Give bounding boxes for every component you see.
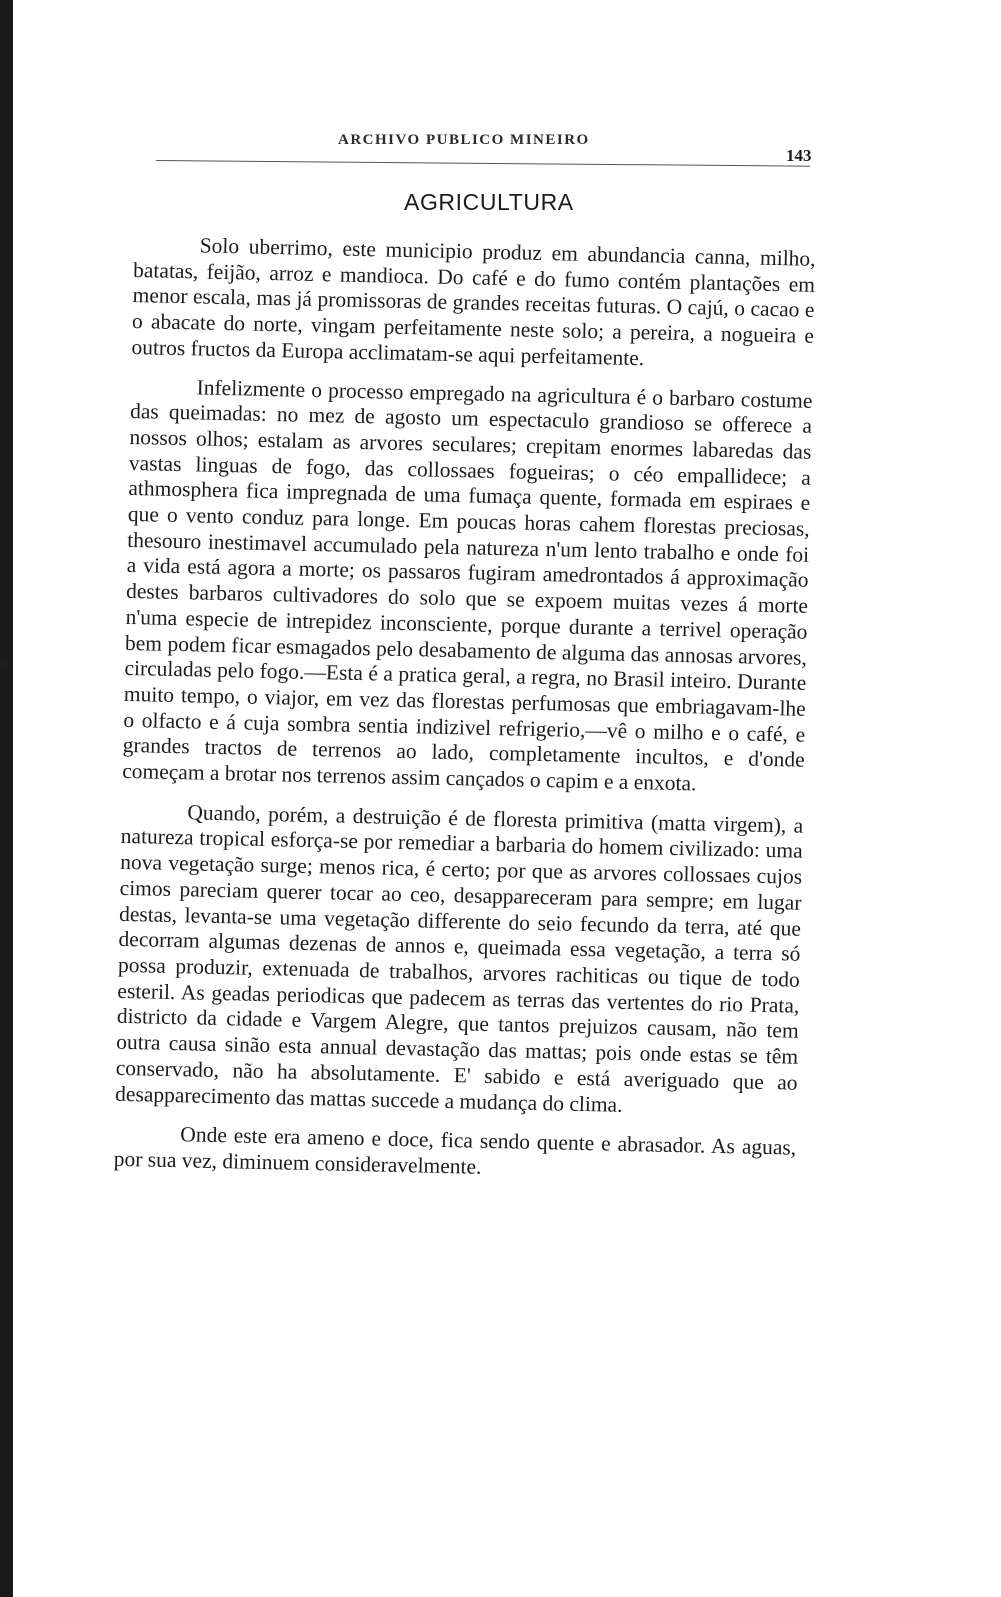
- running-head: ARCHIVO PUBLICO MINEIRO: [338, 132, 590, 148]
- page-number: 143: [786, 146, 812, 165]
- body-text: [113, 232, 815, 1187]
- paragraph: Solo uberrimo, este municipio produz em abundancia canna, milho, batatas, feijão, arroz e mandioca. Do café e do fumo contém plantações em menor escala, mas já promissoras de grandes receitas futuras. O cajú, o cacao e o abacate do norte, vingam perfeitamente neste solo; a pereira, a nogueira e outros fructos da Europa acclimatam-se aqui perfeitamente.: [131, 233, 816, 370]
- scan-edge: [0, 0, 13, 1597]
- paragraph: Infelizmente o processo empregado na agricultura é o barbaro costume das queimadas: no mez de agosto um espectaculo grandioso se offerece a nossos olhos; estalam as arvores seculares; crepitam enormes labaredas das vastas linguas de fogo, das collossaes fogueiras; o céo empallidece; a athmosphera fica impregnada de uma fumaça quente, formada em espiraes e que o vento conduz para longe. Em poucas horas cahem florestas preciosas, thesouro inestimavel accumulado pela natureza n'um lento trabalho e onde foi a vida está agora a morte; os passaros fugiram amedrontados á approximação destes barbaros cultivadores do solo que se expoem muitas vezes á morte n'uma especie de intrepidez inconsciente, porque durante a terrivel operação bem podem ficar esmagados pelo desabamento de alguma das annosas arvores, circuladas pelo fogo.—Esta é a pratica geral, a regra, no Brasil inteiro. Durante muito tempo, o viajor, em vez das florestas perfumosas que embriagavam-lhe o olfacto e á cuja sombra sentia indizivel refrigerio,—vê o milho e o café, e grandes tractos de terrenos ao lado, completamente incultos, e d'onde começam a brotar nos terrenos assim cançados o capim e a enxota.: [121, 374, 813, 796]
- paragraph: Quando, porém, a destruição é de floresta primitiva (matta virgem), a natureza tropical esforça-se por remediar a barbaria do homem civilizado: uma nova vegetação surge; menos rica, é certo; por que as arvores collossaes cujos cimos pareciam querer tocar ao ceo, desappareceram para sempre; em lugar destas, levanta-se uma vegetação differente do seio fecundo da terra, até que decorram algumas dezenas de annos e, queimada essa vegetação, a terra só possa produzir, extenuada de trabalhos, arvores rachiticas ou tique de todo esteril. As geadas periodicas que padecem as terras das vertentes do rio Prata, districto da cidade e Vargem Alegre, que tantos prejuizos causam, não tem outra causa sinão esta annual devastação das mattas; pois onde estas se têm conservado, não ha absolutamente. E' sabido e está averiguado que ao desapparecimento das mattas succede a mudança do clima.: [114, 800, 804, 1117]
- section-title: AGRICULTURA: [404, 189, 574, 215]
- paragraph: Onde este era ameno e doce, fica sendo quente e abrasador. As aguas, por sua vez, diminuem consideravelmente.: [113, 1122, 797, 1179]
- margin-arrow-mark-icon: [0, 541, 12, 555]
- margin-arrow-mark-icon: [0, 656, 12, 670]
- header-rule: [156, 160, 810, 167]
